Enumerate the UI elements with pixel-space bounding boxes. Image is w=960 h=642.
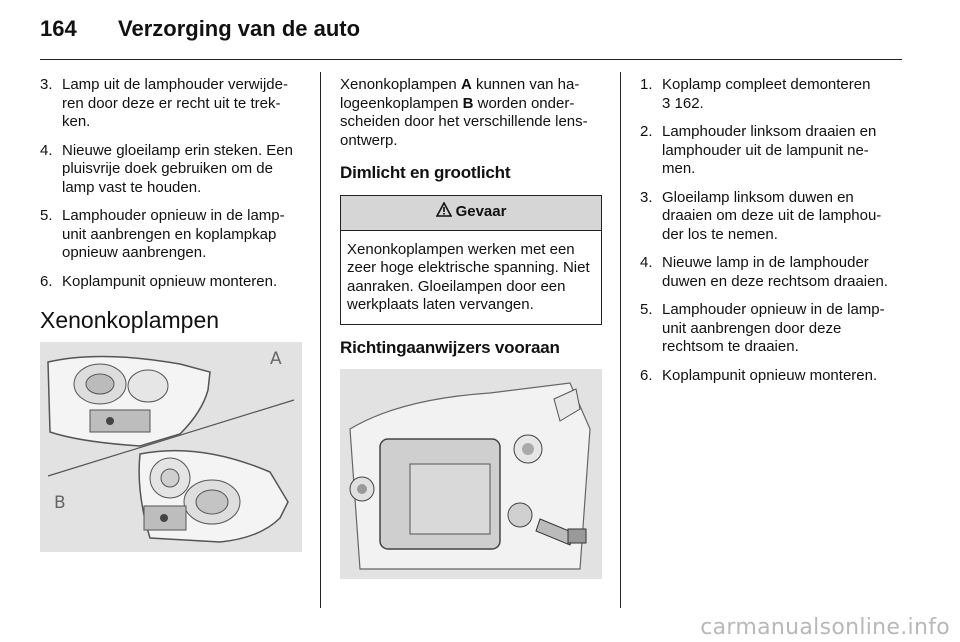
step-number: 2. [640,123,653,140]
step-text: Lamphouder opnieuw in de lamp-unit aanbrengen door deze rechtsom te draaien. [662,301,885,355]
list-item [40,76,304,132]
step-text: Nieuwe gloeilamp erin steken. Een pluisvrije doek gebruiken om de lamp vast te houden. [62,141,293,196]
figure-label-b: B [54,492,66,513]
list-item [40,207,304,263]
list-item [640,301,902,357]
step-text: Koplampunit opnieuw monteren. [62,272,278,290]
warning-title: Gevaar [455,203,507,221]
watermark: carmanualsonline.info [700,615,950,640]
intro-label-a: A [460,76,472,93]
column-divider-2 [620,72,621,608]
step-text: Nieuwe lamp in de lamphouder duwen en deze rechtsom draaien. [662,254,888,290]
intro-label-b: B [462,94,474,112]
indicator-figure [340,369,602,579]
step-text: Lamp uit de lamphouder verwijde-ren door deze er recht uit te trek-ken. [62,76,288,130]
step-text: Koplamp compleet demonteren [662,76,871,93]
list-item [640,123,902,179]
subheading-dimlicht: Dimlicht en grootlicht [340,163,511,182]
headlamp-figure [40,342,302,552]
intro-text-2: kunnen van ha-logeenkoplampen [340,76,580,112]
step-number: 3. [40,76,53,93]
list-item [40,273,304,292]
list-item [640,367,902,386]
step-number: 5. [40,207,53,224]
warning-body: Xenonkoplampen werken met een zeer hoge elektrische spanning. Niet aanraken. Gloeilampen door een werkplaats laten vervangen. [347,240,590,313]
indicator-illustration [340,369,602,579]
step-number: 6. [640,366,653,384]
step-number: 4. [640,254,653,271]
list-item [640,76,902,113]
step-number: 3. [640,188,653,206]
step-number: 5. [640,301,653,318]
step-text: Lamphouder linksom draaien en lamphouder uit de lampunit ne-men. [662,123,877,177]
warning-box [340,195,602,325]
step-text: Koplampunit opnieuw monteren. [662,366,878,384]
intro-text-1: Xenonkoplampen [340,76,461,93]
column-left [40,76,304,552]
column-divider-1 [320,72,321,608]
step-number: 4. [40,141,53,159]
list-item [640,189,902,245]
step-list-right [640,76,902,385]
section-title: Xenonkoplampen [40,307,220,333]
page-number: 164 [40,16,77,41]
step-number: 6. [40,272,53,290]
list-item [40,142,304,198]
intro-text-3: worden onder-scheiden door het verschillende lens-ontwerp. [340,94,588,149]
page-reference: 3 162. [662,94,704,112]
list-item [640,254,902,291]
step-number: 1. [640,76,653,93]
warning-icon [436,202,452,223]
warning-header [341,196,601,231]
step-text: Gloeilamp linksom duwen en draaien om deze uit de lamphou-der los te nemen. [662,188,882,243]
figure-label-a: A [270,348,282,369]
subheading-richtingaanwijzers: Richtingaanwijzers vooraan [340,337,560,357]
intro-paragraph [340,76,602,150]
step-list-left [40,76,304,291]
page-title: Verzorging van de auto [118,16,361,41]
headlamp-illustration [40,342,302,552]
column-middle [340,76,602,579]
column-right [640,76,902,395]
page-header [40,16,360,50]
step-text: Lamphouder opnieuw in de lamp-unit aanbrengen en koplampkap opnieuw aanbrengen. [62,207,285,261]
header-rule [40,59,902,60]
